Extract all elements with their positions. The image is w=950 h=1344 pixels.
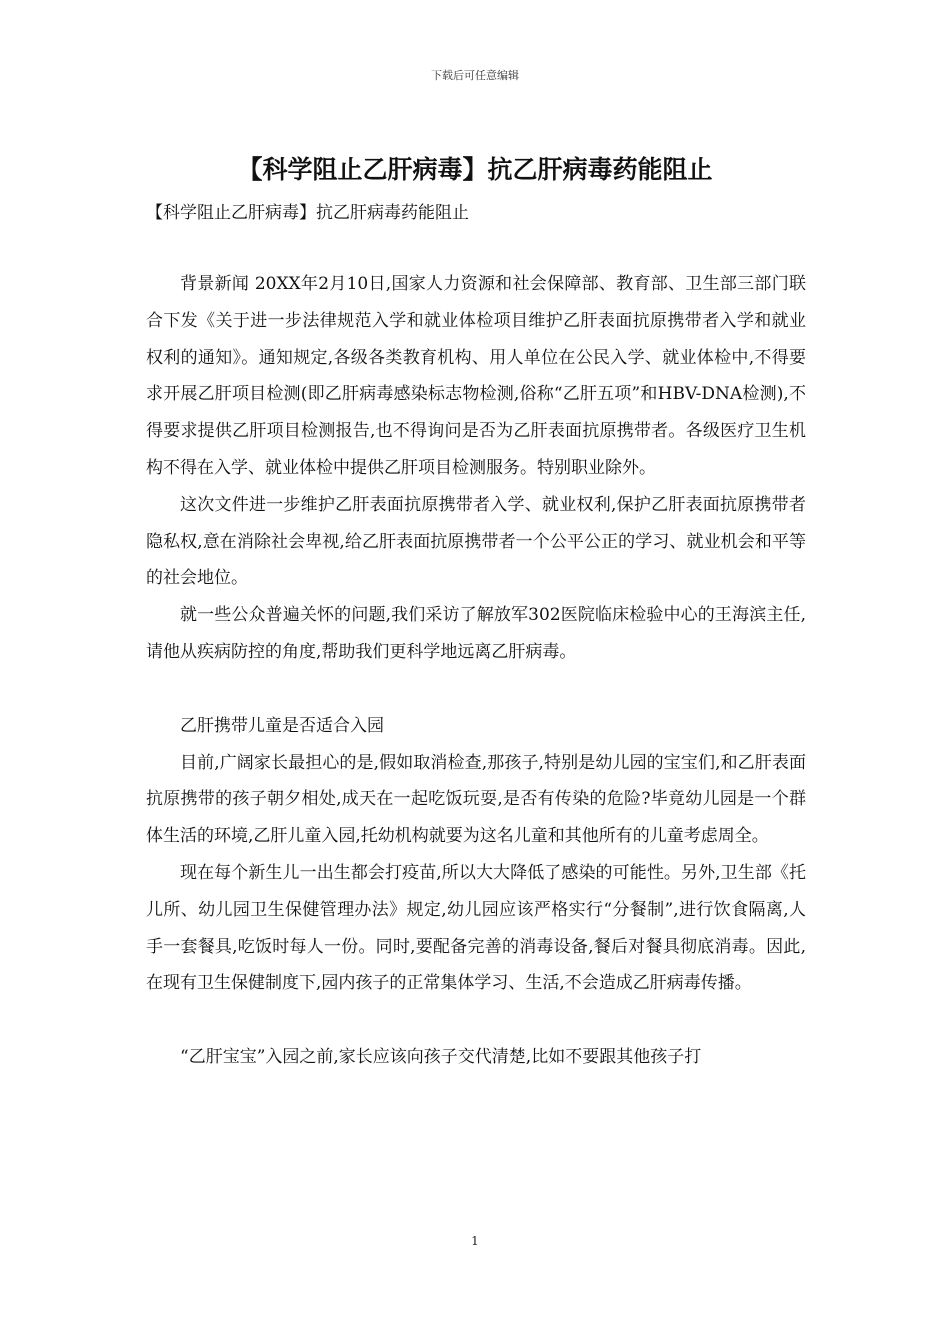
section-heading-kindergarten: 乙肝携带儿童是否适合入园	[180, 715, 384, 736]
paragraph-interview-intro: 就一些公众普遍关怀的问题,我们采访了解放军302医院临床检验中心的王海滨主任,请他从疾病防控的角度,帮助我们更科学地远离乙肝病毒。	[146, 605, 806, 662]
paragraph-parent-advice: “乙肝宝宝”入园之前,家长应该向孩子交代清楚,比如不要跟其他孩子打	[180, 1047, 702, 1068]
paragraph-parent-concerns: 目前,广阔家长最担心的是,假如取消检查,那孩子,特别是幼儿园的宝宝们,和乙肝表面抗原携带的孩子朝夕相处,成天在一起吃饭玩耍,是否有传染的危险?毕竟幼儿园是一个群体生活的环境,乙肝儿童入园,托幼机构就要为这名儿童和其他所有的儿童考虑周全。	[146, 752, 806, 847]
page-number: 1	[471, 1234, 479, 1248]
paragraph-policy-purpose: 这次文件进一步维护乙肝表面抗原携带者入学、就业权利,保护乙肝表面抗原携带者隐私权,意在消除社会卑视,给乙肝表面抗原携带者一个公平公正的学习、就业机会和平等的社会地位。	[146, 494, 806, 589]
document-body	[146, 266, 806, 1076]
paragraph-vaccination-measures: 现在每个新生儿一出生都会打疫苗,所以大大降低了感染的可能性。另外,卫生部《托儿所、幼儿园卫生保健管理办法》规定,幼儿园应该严格实行“分餐制”,进行饮食隔离,人手一套餐具,吃饭时每人一份。同时,要配备完善的消毒设备,餐后对餐具彻底消毒。因此,在现有卫生保健制度下,园内孩子的正常集体学习、生活,不会造成乙肝病毒传播。	[146, 862, 806, 994]
paragraph-background-news: 背景新闻 20XX年2月10日,国家人力资源和社会保障部、教育部、卫生部三部门联合下发《关于进一步法律规范入学和就业体检项目维护乙肝表面抗原携带者入学和就业权利的通知》。通知规定,各级各类教育机构、用人单位在公民入学、就业体检中,不得要求开展乙肝项目检测(即乙肝病毒感染标志物检测,俗称“乙肝五项”和HBV-DNA检测),不得要求提供乙肝项目检测报告,也不得询问是否为乙肝表面抗原携带者。各级医疗卫生机构不得在入学、就业体检中提供乙肝项目检测服务。特别职业除外。	[146, 274, 806, 478]
document-title: 【科学阻止乙肝病毒】抗乙肝病毒药能阻止	[237, 155, 713, 184]
document-subtitle: 【科学阻止乙肝病毒】抗乙肝病毒药能阻止	[146, 203, 469, 223]
header-note: 下载后可任意编辑	[431, 69, 519, 82]
